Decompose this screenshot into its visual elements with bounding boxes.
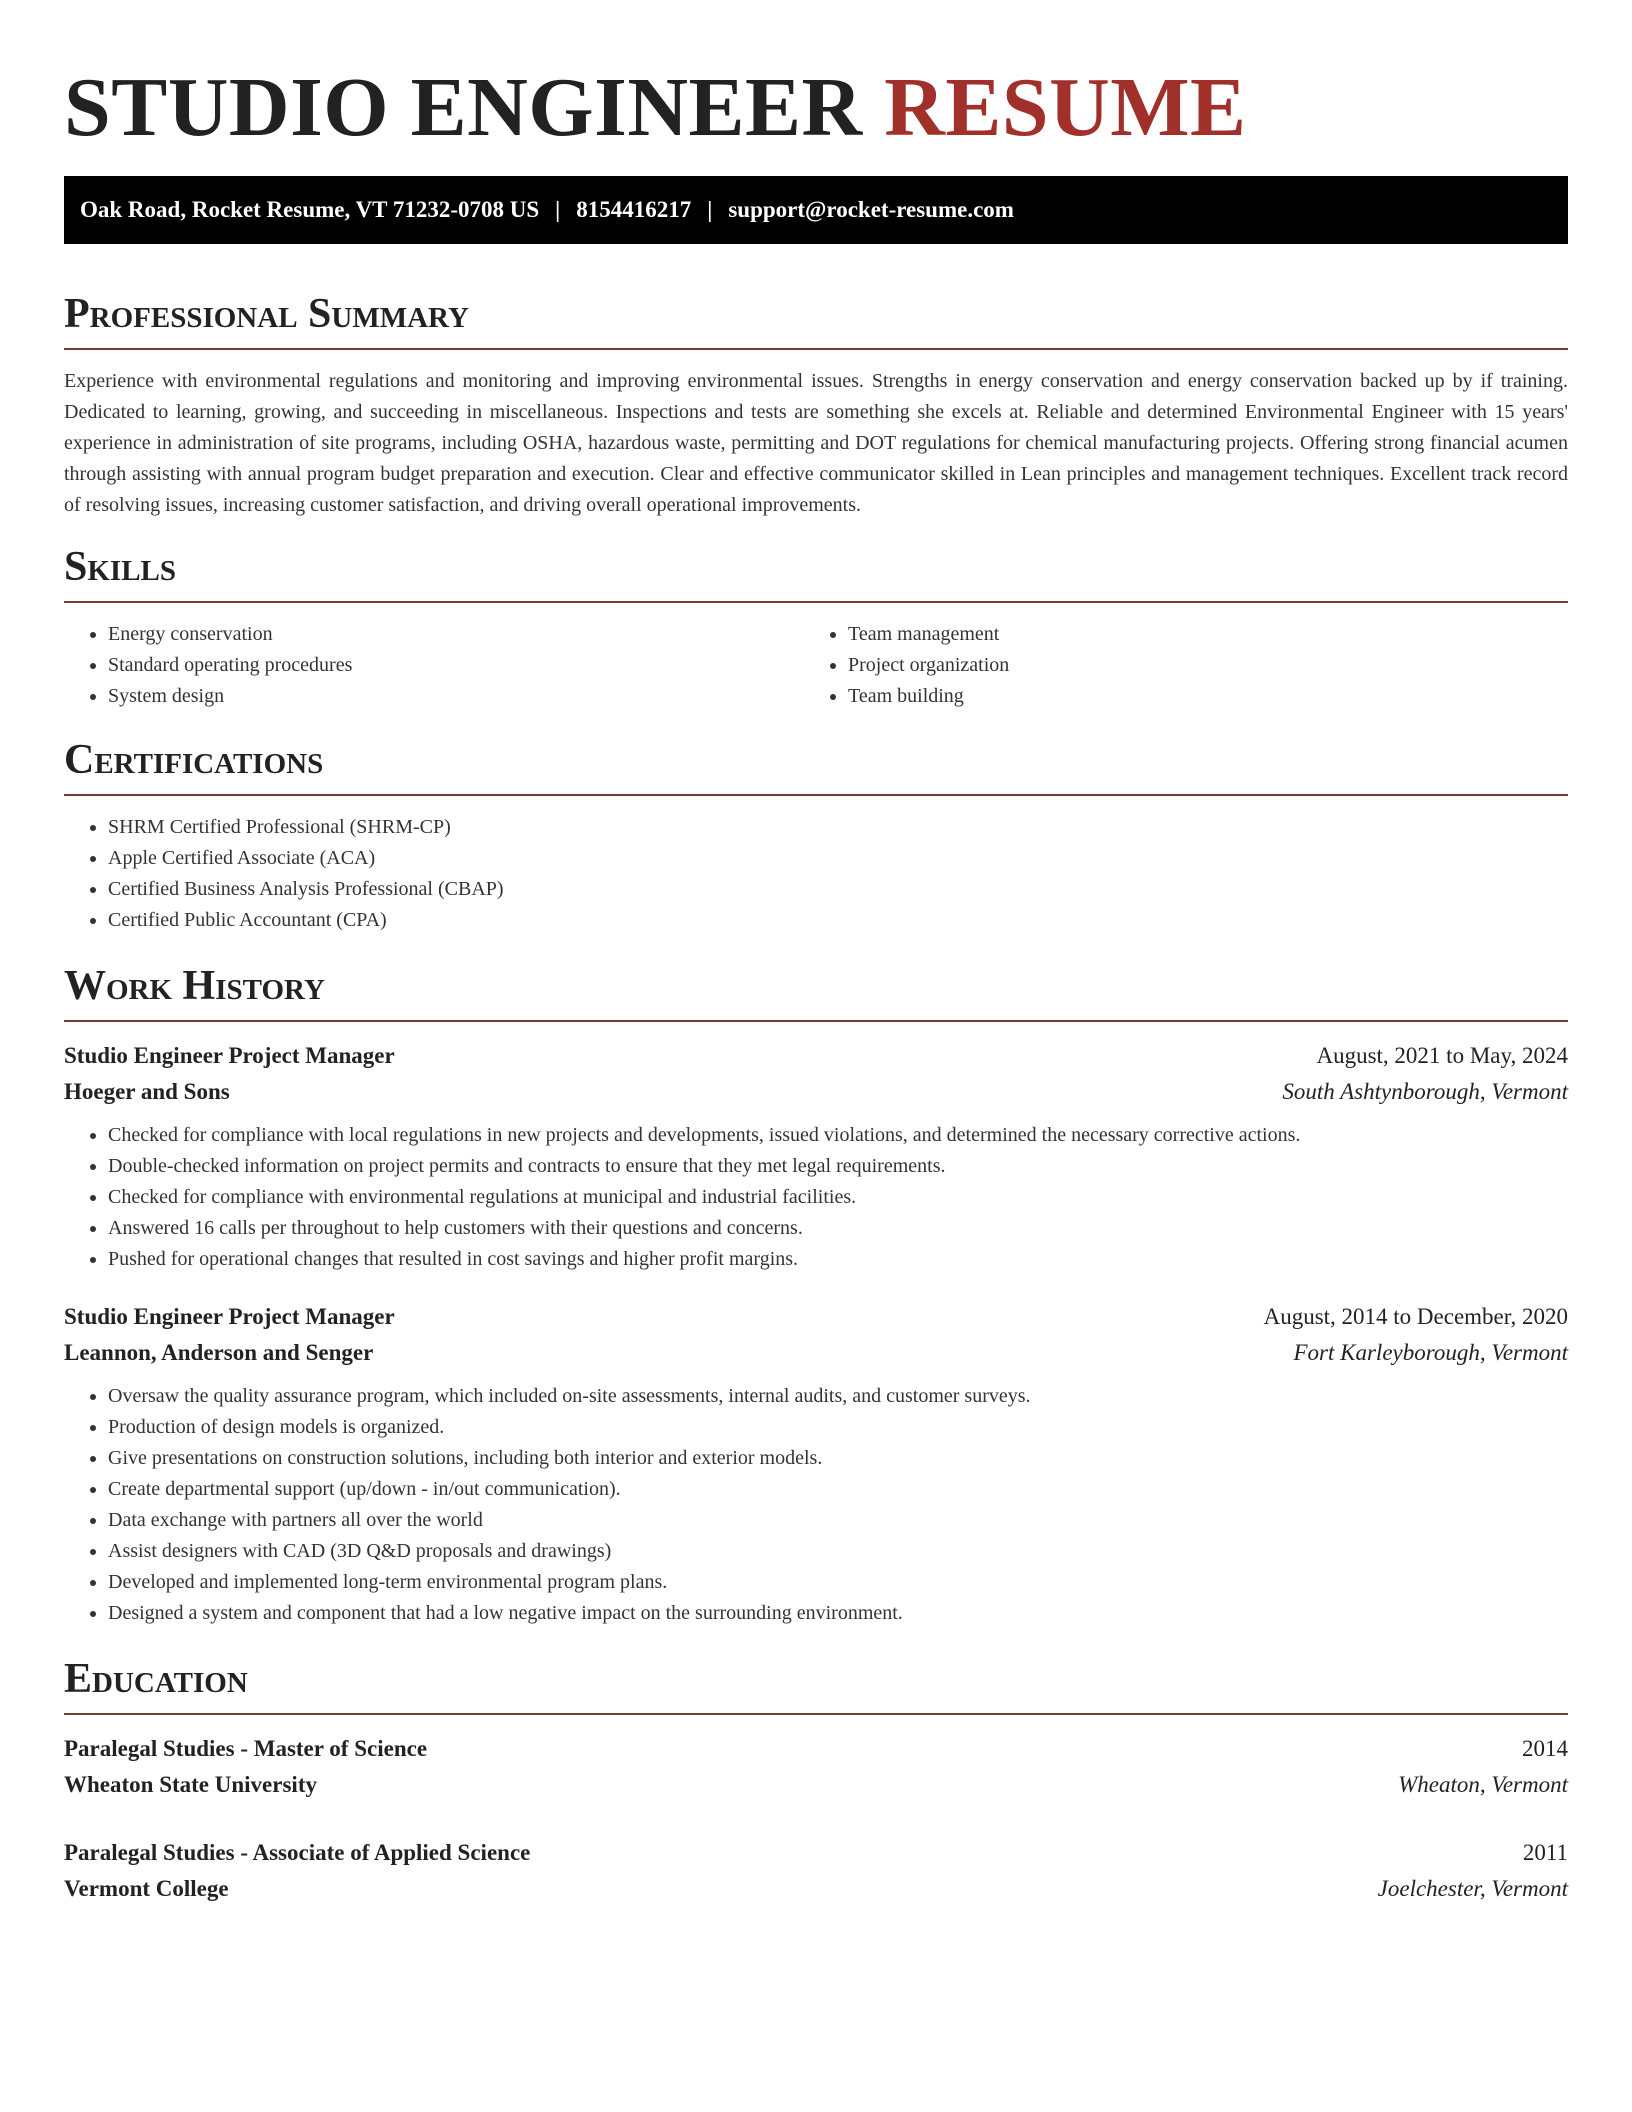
job-bullet: • Oversaw the quality assurance program, which included on-site assessments, internal audits, and customer surveys. (108, 1381, 1568, 1412)
section-heading-skills: Skills (64, 544, 177, 590)
education-year: 2014 (1522, 1736, 1568, 1761)
resume-title (64, 56, 1568, 160)
education-entry (64, 1731, 1568, 1803)
job-company: Hoeger and Sons (64, 1079, 230, 1104)
contact-email[interactable]: support@rocket-resume.com (728, 197, 1014, 222)
job-entry (64, 1299, 1568, 1629)
resume-title-role: STUDIO ENGINEER (64, 61, 863, 154)
education-location: Joelchester, Vermont (1377, 1876, 1568, 1901)
skill-item: • Project organization (848, 650, 1544, 681)
education-year: 2011 (1522, 1840, 1568, 1865)
job-bullet: • Developed and implemented long-term environmental program plans. (108, 1567, 1568, 1598)
skills-list-right (804, 619, 1544, 712)
job-bullets (64, 1381, 1568, 1629)
education-section (64, 1653, 1568, 1907)
job-location: South Ashtynborough, Vermont (1282, 1079, 1568, 1104)
job-bullet: • Data exchange with partners all over the world (108, 1505, 1568, 1536)
job-bullet: • Assist designers with CAD (3D Q&D proposals and drawings) (108, 1536, 1568, 1567)
job-title: Studio Engineer Project Manager (64, 1043, 395, 1068)
job-title: Studio Engineer Project Manager (64, 1304, 395, 1329)
resume-title-resume: RESUME (884, 61, 1247, 154)
contact-phone: 8154416217 (576, 197, 692, 222)
certification-item: • Certified Public Accountant (CPA) (108, 905, 1568, 936)
job-bullet: • Create departmental support (up/down - in/out communication). (108, 1474, 1568, 1505)
job-bullet: • Production of design models is organized. (108, 1412, 1568, 1443)
section-divider (64, 601, 1568, 603)
job-bullet: • Pushed for operational changes that resulted in cost savings and higher profit margins. (108, 1244, 1568, 1275)
job-bullet: • Designed a system and component that had a low negative impact on the surrounding environment. (108, 1598, 1568, 1629)
skills-grid (64, 619, 1568, 712)
skill-item: • Team management (848, 619, 1544, 650)
section-heading-education: Education (64, 1656, 248, 1702)
job-bullet: • Give presentations on construction solutions, including both interior and exterior models. (108, 1443, 1568, 1474)
education-location: Wheaton, Vermont (1398, 1772, 1568, 1797)
section-divider (64, 348, 1568, 350)
contact-bar (64, 176, 1568, 244)
skills-list-left (64, 619, 804, 712)
job-location: Fort Karleyborough, Vermont (1293, 1340, 1568, 1365)
job-dates: August, 2021 to May, 2024 (1316, 1043, 1568, 1068)
job-bullet: • Double-checked information on project permits and contracts to ensure that they met legal requirements. (108, 1151, 1568, 1182)
skill-item: • Energy conservation (108, 619, 804, 650)
job-bullet: • Answered 16 calls per throughout to help customers with their questions and concerns. (108, 1213, 1568, 1244)
resume-page (64, 0, 1568, 1907)
summary-section (64, 288, 1568, 521)
skill-item: • Team building (848, 681, 1544, 712)
job-bullet: • Checked for compliance with environmental regulations at municipal and industrial facilities. (108, 1182, 1568, 1213)
education-school: Vermont College (64, 1876, 229, 1901)
section-heading-work-history: Work History (64, 963, 325, 1009)
education-degree: Paralegal Studies - Associate of Applied Science (64, 1840, 531, 1865)
section-divider (64, 1020, 1568, 1022)
certification-item: • SHRM Certified Professional (SHRM-CP) (108, 812, 1568, 843)
section-heading-certifications: Certifications (64, 737, 324, 783)
section-heading-summary: Professional Summary (64, 291, 469, 337)
contact-address: Oak Road, Rocket Resume, VT 71232-0708 US (80, 197, 540, 222)
certification-item: • Certified Business Analysis Professional (CBAP) (108, 874, 1568, 905)
skills-section (64, 541, 1568, 712)
skill-item: • Standard operating procedures (108, 650, 804, 681)
summary-text: Experience with environmental regulations and monitoring and improving environmental issues. Strengths in energy conservation and energy conservation backed up by if training. Dedicated to learning, growing, and succeeding in miscellaneous. Inspections and tests are something she excels at. Reliable and determined Environmental Engineer with 15 years' experience in administration of site programs, including OSHA, hazardous waste, permitting and DOT regulations for chemical manufacturing projects. Offering strong financial acumen through assisting with annual program budget preparation and execution. Clear and effective communicator skilled in Lean principles and management techniques. Excellent track record of resolving issues, increasing customer satisfaction, and driving overall operational improvements. (64, 370, 1568, 516)
certification-item: • Apple Certified Associate (ACA) (108, 843, 1568, 874)
certifications-list (64, 812, 1568, 936)
education-degree: Paralegal Studies - Master of Science (64, 1736, 428, 1761)
work-history-section (64, 960, 1568, 1629)
job-dates: August, 2014 to December, 2020 (1263, 1304, 1568, 1329)
job-bullet: • Checked for compliance with local regulations in new projects and developments, issued violations, and determined the necessary corrective actions. (108, 1120, 1568, 1151)
job-company: Leannon, Anderson and Senger (64, 1340, 374, 1365)
job-entry (64, 1038, 1568, 1275)
education-school: Wheaton State University (64, 1772, 317, 1797)
section-divider (64, 1713, 1568, 1715)
skill-item: • System design (108, 681, 804, 712)
education-entry (64, 1835, 1568, 1907)
contact-separator: | (555, 197, 561, 222)
contact-separator: | (707, 197, 713, 222)
section-divider (64, 794, 1568, 796)
certifications-section (64, 734, 1568, 936)
job-bullets (64, 1120, 1568, 1275)
